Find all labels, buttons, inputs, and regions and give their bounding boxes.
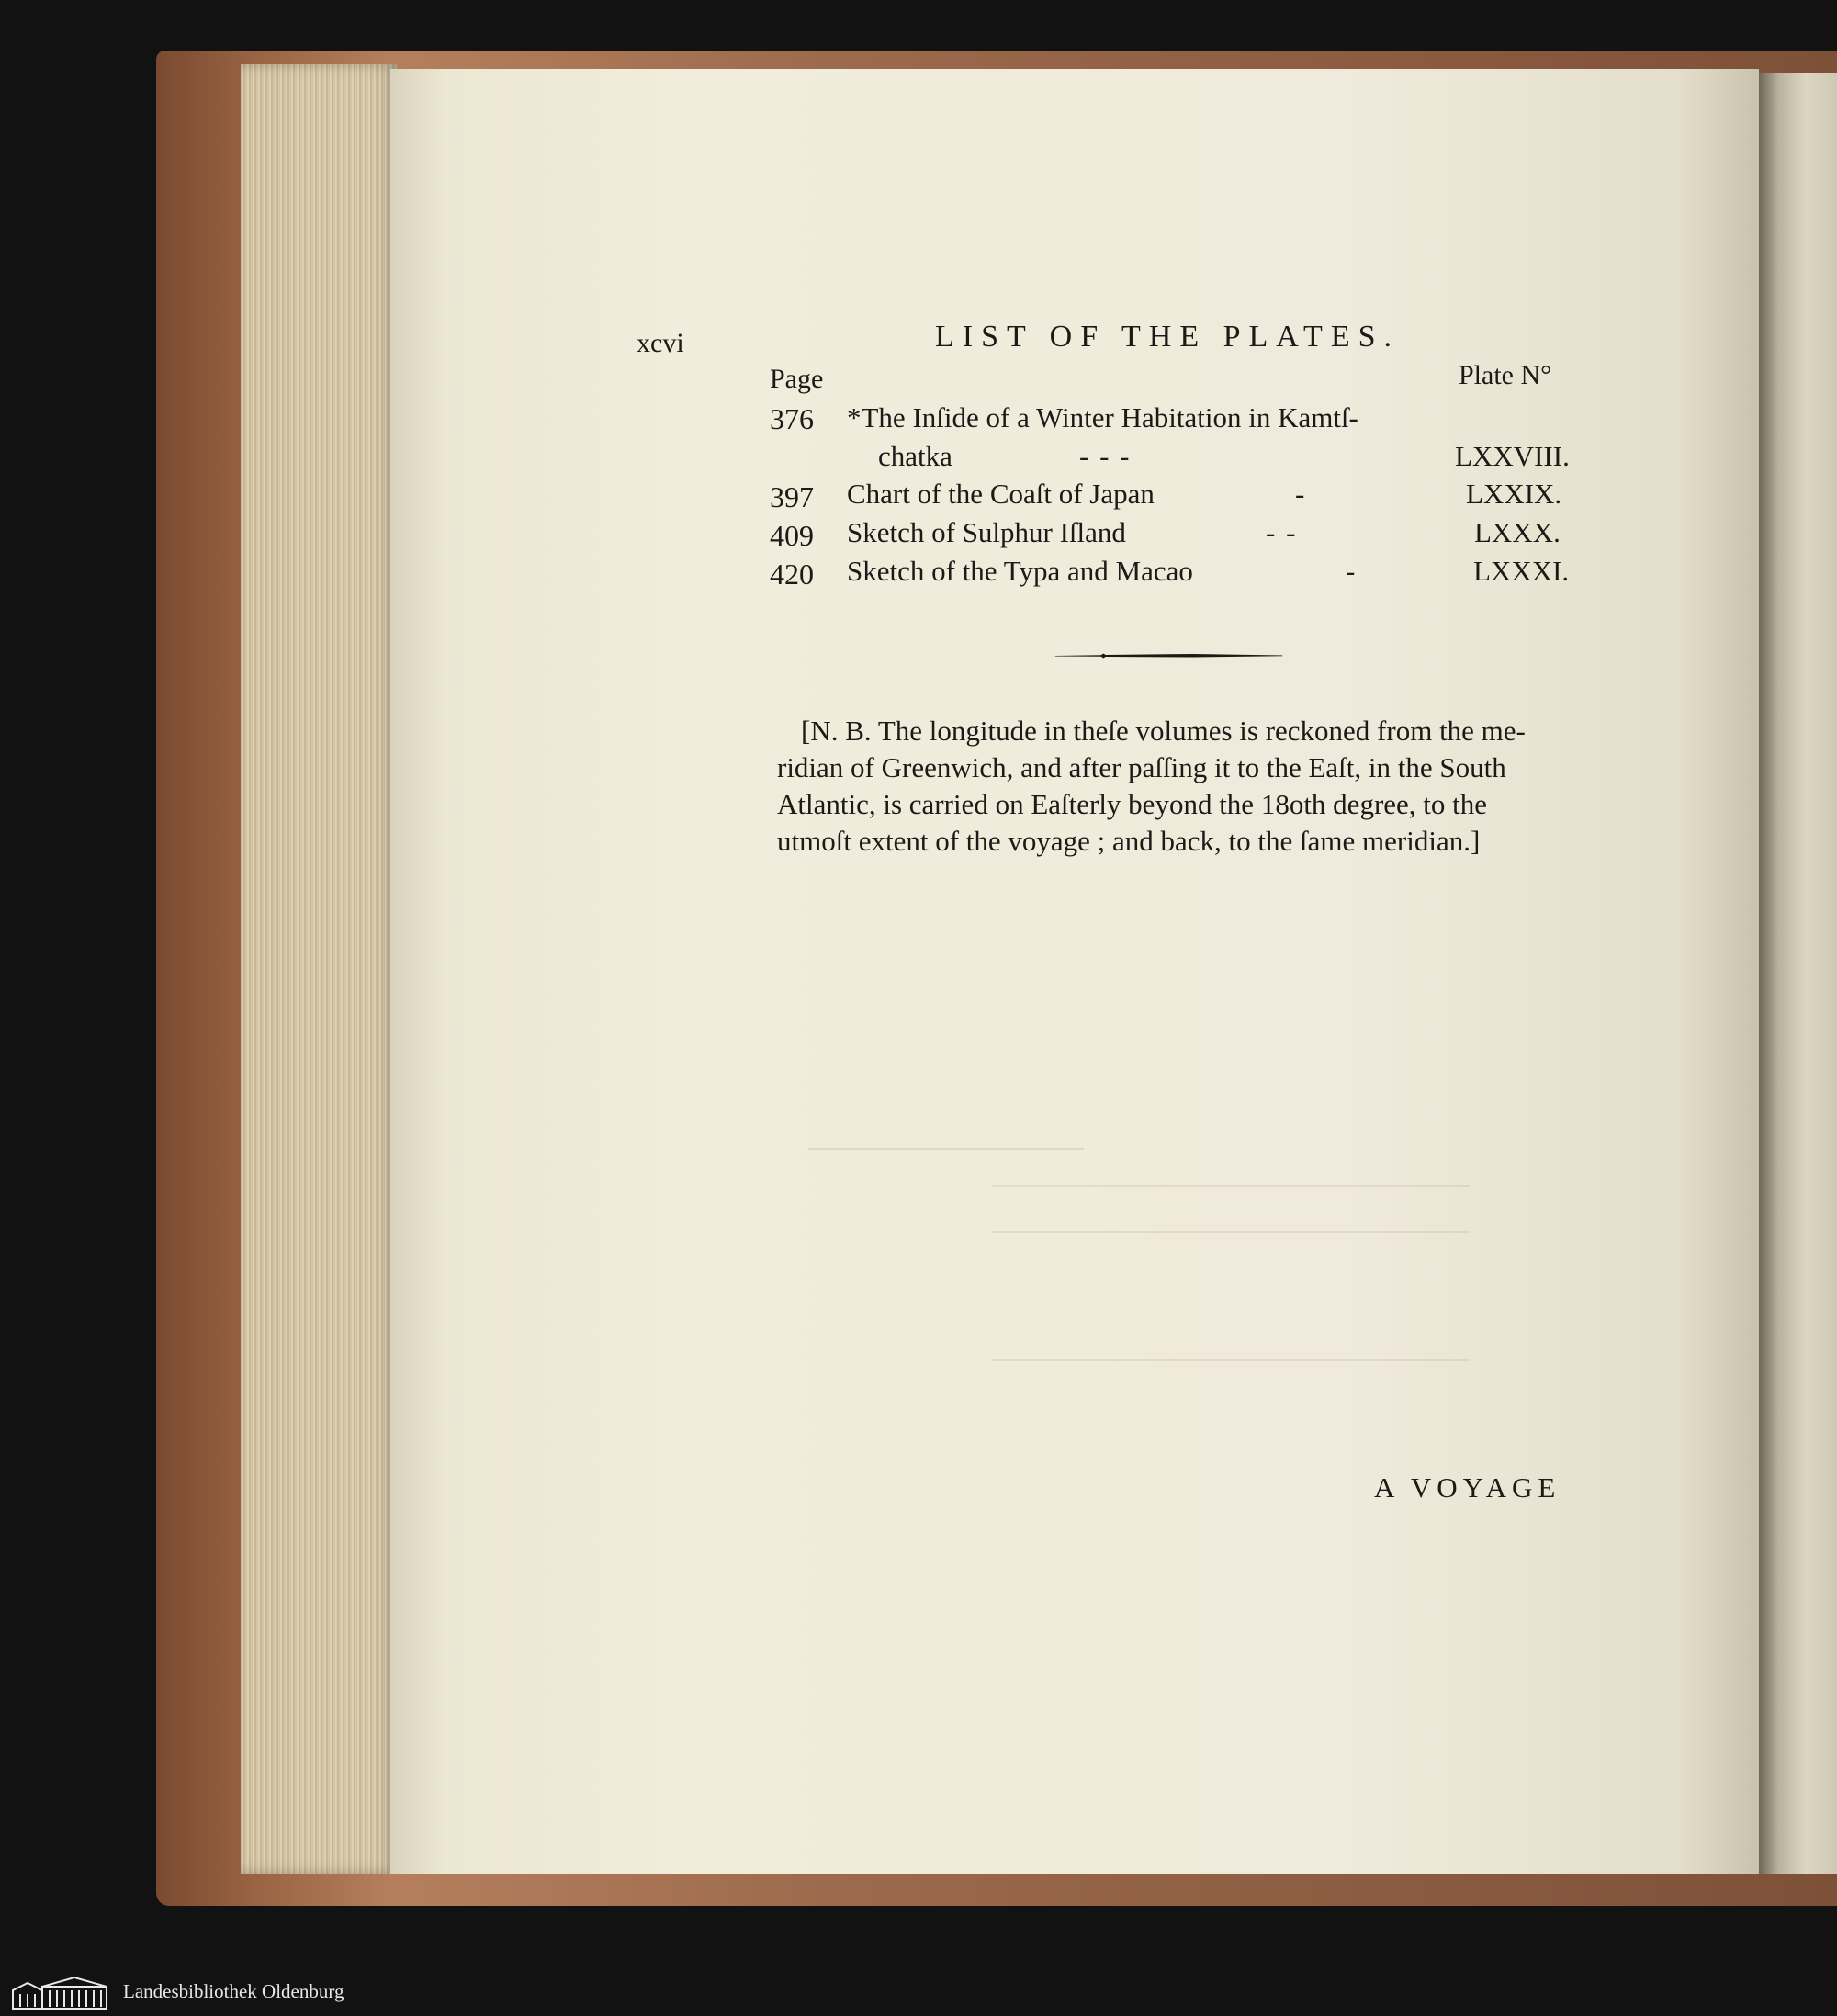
column-header-plate: Plate N° <box>1459 360 1552 390</box>
leader-dashes: - <box>1346 555 1356 587</box>
page-number: 420 <box>770 557 814 591</box>
plate-title: Sketch of the Typa and Macao <box>847 555 1193 587</box>
folio-number: xcvi <box>637 328 684 358</box>
leader-dashes: - <box>1295 478 1305 510</box>
plate-number: LXXIX. <box>1466 478 1562 510</box>
column-header-page: Page <box>770 364 824 394</box>
note-line: utmoſt extent of the voyage ; and back, to the ſame meridian.] <box>777 825 1481 857</box>
ornamental-rule <box>941 652 1396 659</box>
leader-dashes: - - - <box>1079 440 1132 472</box>
library-building-icon <box>9 1974 110 2010</box>
plate-number: LXXX. <box>1474 516 1561 548</box>
page-number: 409 <box>770 519 814 552</box>
note-line: ridian of Greenwich, and after paſſing it to the Eaſt, in the South <box>777 751 1506 783</box>
leader-dashes: - - <box>1266 516 1298 548</box>
library-name: Landesbibliothek Oldenburg <box>123 1980 344 2002</box>
page-number: 397 <box>770 480 814 513</box>
page-number: 376 <box>770 402 814 435</box>
page-title: LIST OF THE PLATES. <box>935 320 1401 354</box>
facing-page-edge <box>1759 73 1837 1874</box>
plate-number: LXXVIII. <box>1455 440 1570 472</box>
plate-number: LXXXI. <box>1473 555 1570 587</box>
note-line: [N. B. The longitude in theſe volumes is reckoned from the me- <box>801 715 1526 747</box>
page-edges <box>241 64 397 1874</box>
plate-title: chatka <box>878 440 952 472</box>
catchword: A VOYAGE <box>1374 1471 1561 1504</box>
footer-bar <box>0 1968 1837 2016</box>
plate-title: Sketch of Sulphur Iſland <box>847 516 1126 548</box>
note-line: Atlantic, is carried on Eaſterly beyond the 18oth degree, to the <box>777 788 1488 820</box>
plate-title: *The Inſide of a Winter Habitation in Kamtſ- <box>847 401 1358 434</box>
plate-title: Chart of the Coaſt of Japan <box>847 478 1155 510</box>
